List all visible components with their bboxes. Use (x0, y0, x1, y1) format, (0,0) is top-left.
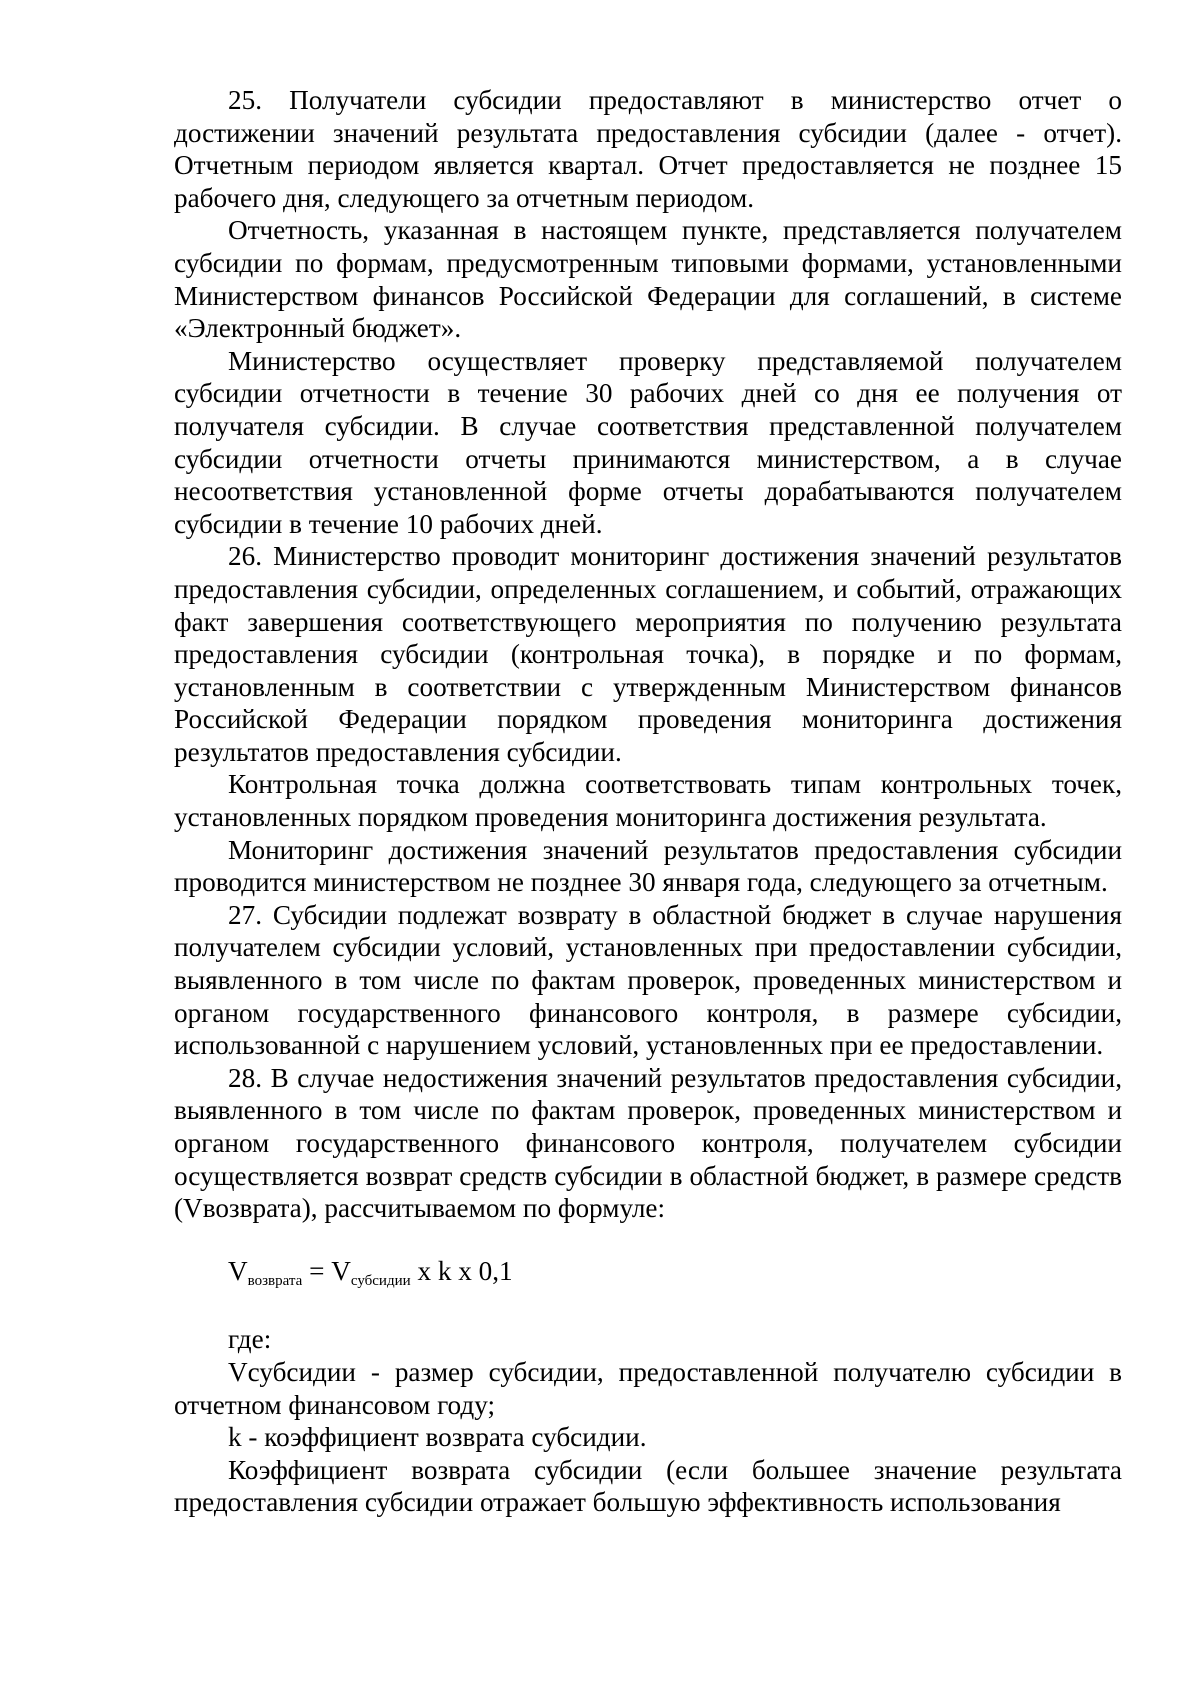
paragraph-monitoring: Мониторинг достижения значений результатов предоставления субсидии проводится министерством не позднее 30 января года, следующего за отчетным. (174, 834, 1122, 898)
paragraph-25: 25. Получатели субсидии предоставляют в министерство отчет о достижении значений результата предоставления субсидии (далее - отчет). Отчетным периодом является квартал. Отчет предоставляется не позднее 15 рабочего дня, следующего за отчетным периодом. (174, 85, 1122, 213)
paragraph-26: 26. Министерство проводит мониторинг достижения значений результатов предоставления субсидии, определенных соглашением, и событий, отражающих факт завершения соответствующего мероприятия по получению результата предоставления субсидии (контрольная точка), в порядке и по формам, установленным в соответствии с утвержденным Министерством финансов Российской Федерации порядком проведения мониторинга достижения результатов предоставления субсидии. (174, 541, 1122, 767)
formula-rhs-subscript: субсидии (350, 1272, 411, 1289)
formula-equals: = (302, 1255, 332, 1286)
paragraph-control-point: Контрольная точка должна соответствовать типам контрольных точек, установленных порядком проведения мониторинга достижения результата. (174, 769, 1122, 833)
paragraph-return-coefficient: Коэффициент возврата субсидии (если большее значение результата предоставления субсидии отражает большую эффективность использования (174, 1454, 1122, 1518)
formula-rhs-symbol: V (331, 1255, 351, 1286)
paragraph-reporting-forms: Отчетность, указанная в настоящем пункте, представляется получателем субсидии по формам, предусмотренным типовыми формами, установленными Министерством финансов Российской Федерации для соглашений, в системе «Электронный бюджет». (174, 215, 1122, 344)
definition-k: k - коэффициент возврата субсидии. (228, 1422, 647, 1453)
definition-v-subsidy: Vсубсидии - размер субсидии, предоставленной получателю субсидии в отчетном финансовом году; (174, 1356, 1122, 1420)
document-page (174, 84, 1122, 1519)
formula-lhs-symbol: V (228, 1255, 248, 1286)
where-label: где: (228, 1324, 272, 1355)
paragraph-28: 28. В случае недостижения значений результатов предоставления субсидии, выявленного в том числе по фактам проверок, проведенных министерством и органом государственного финансового контроля, получателем субсидии осуществляется возврат средств субсидии в областной бюджет, в размере средств (Vвозврата), рассчитываемом по формуле: (174, 1062, 1122, 1224)
paragraph-27: 27. Субсидии подлежат возврату в областной бюджет в случае нарушения получателем субсидии условий, установленных при предоставлении субсидии, выявленного в том числе по фактам проверок, проведенных министерством и органом государственного финансового контроля, в размере субсидии, использованной с нарушением условий, установленных при ее предоставлении. (174, 899, 1122, 1061)
paragraph-report-verification: Министерство осуществляет проверку представляемой получателем субсидии отчетности в течение 30 рабочих дней со дня ее получения от получателя субсидии. В случае соответствия представленной получателем субсидии отчетности отчеты принимаются министерством, а в случае несоответствия установленной форме отчеты дорабатываются получателем субсидии в течение 10 рабочих дней. (174, 345, 1122, 539)
return-formula (174, 1255, 1122, 1288)
formula-lhs-subscript: возврата (247, 1272, 303, 1289)
formula-rhs-rest: x k x 0,1 (410, 1255, 513, 1286)
